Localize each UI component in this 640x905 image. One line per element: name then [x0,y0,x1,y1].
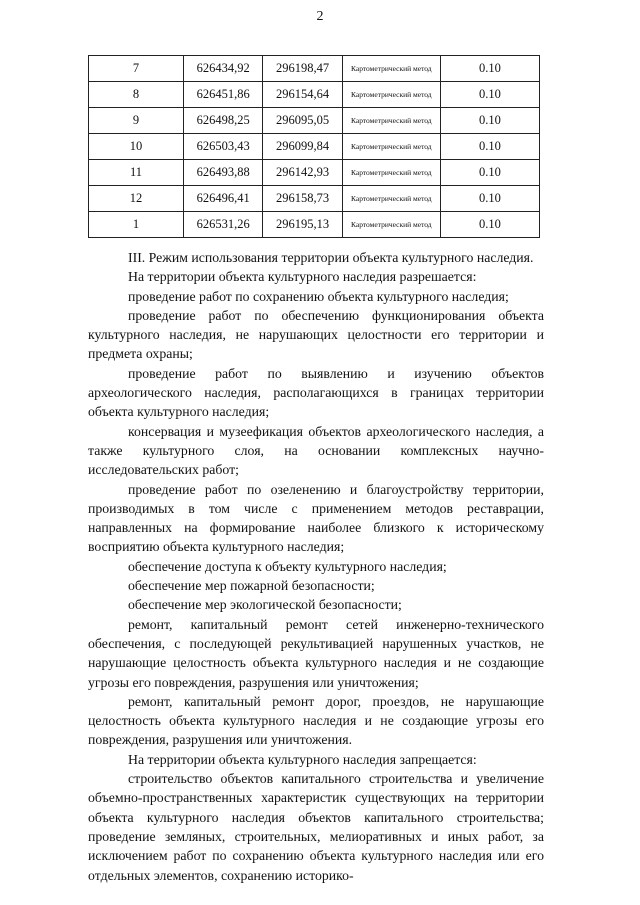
y-coordinate-cell: 296158,73 [263,186,342,212]
paragraph: проведение работ по озеленению и благоустройству территории, производимых в том числе с применением методов реставрации, направленных на формирование наиболее близкого к историческому восприятию объекта культурного наследия; [88,481,544,555]
paragraph: консервация и музеефикация объектов археологического наследия, а также культурного слоя, на основании комплексных научно-исследовательских работ; [88,423,544,478]
paragraph: На территории объекта культурного наследия разрешается: [128,269,477,285]
table-row [89,134,540,160]
error-cell: 0.10 [440,56,539,82]
point-number-cell: 8 [89,82,184,108]
regime-text [88,248,544,885]
error-cell: 0.10 [440,186,539,212]
error-cell: 0.10 [440,160,539,186]
method-cell: Картометрический метод [342,186,440,212]
point-number-cell: 7 [89,56,184,82]
table-row [89,186,540,212]
error-cell: 0.10 [440,134,539,160]
paragraph: обеспечение мер экологической безопасности; [128,597,402,613]
y-coordinate-cell: 296099,84 [263,134,342,160]
x-coordinate-cell: 626531,26 [184,212,263,238]
paragraph: строительство объектов капитального строительства и увеличение объемно-пространственных характеристик существующих на территории объекта культурного наследия объектов капитального строительства; проведение земляных, строительных, мелиоративных и иных работ, за исключением работ по сохранению объекта культурного наследия или его отдельных элементов, сохранению историко- [88,771,544,883]
point-number-cell: 9 [89,108,184,134]
paragraph: проведение работ по сохранению объекта культурного наследия; [128,288,509,304]
error-cell: 0.10 [440,212,539,238]
paragraph: обеспечение мер пожарной безопасности; [128,578,375,594]
coordinates-table [88,55,540,238]
error-cell: 0.10 [440,82,539,108]
paragraph: На территории объекта культурного наследия запрещается: [128,751,477,767]
y-coordinate-cell: 296154,64 [263,82,342,108]
table-row [89,56,540,82]
method-cell: Картометрический метод [342,56,440,82]
x-coordinate-cell: 626451,86 [184,82,263,108]
paragraph: проведение работ по выявлению и изучению объектов археологического наследия, располагающихся в границах территории объекта культурного наследия; [88,365,544,420]
x-coordinate-cell: 626434,92 [184,56,263,82]
table-row [89,82,540,108]
section-heading: III. Режим использования территории объекта культурного наследия. [128,250,534,265]
page-number: 2 [316,9,324,24]
y-coordinate-cell: 296095,05 [263,108,342,134]
method-cell: Картометрический метод [342,212,440,238]
table-row [89,212,540,238]
y-coordinate-cell: 296142,93 [263,160,342,186]
table-row [89,160,540,186]
method-cell: Картометрический метод [342,82,440,108]
x-coordinate-cell: 626498,25 [184,108,263,134]
y-coordinate-cell: 296198,47 [263,56,342,82]
x-coordinate-cell: 626503,43 [184,134,263,160]
method-cell: Картометрический метод [342,108,440,134]
paragraph: ремонт, капитальный ремонт сетей инженерно-технического обеспечения, с последующей рекультивацией нарушенных участков, не нарушающие целостность объекта культурного наследия и не создающие угрозы его повреждения, разрушения или уничтожения; [88,616,544,690]
table-row [89,108,540,134]
x-coordinate-cell: 626496,41 [184,186,263,212]
method-cell: Картометрический метод [342,160,440,186]
point-number-cell: 1 [89,212,184,238]
point-number-cell: 12 [89,186,184,212]
paragraph: обеспечение доступа к объекту культурного наследия; [128,558,447,574]
point-number-cell: 11 [89,160,184,186]
method-cell: Картометрический метод [342,134,440,160]
y-coordinate-cell: 296195,13 [263,212,342,238]
point-number-cell: 10 [89,134,184,160]
paragraph: проведение работ по обеспечению функционирования объекта культурного наследия, не нарушающих целостности его территории и предмета охраны; [88,307,544,362]
paragraph: ремонт, капитальный ремонт дорог, проездов, не нарушающие целостность объекта культурного наследия и не создающие угрозы его повреждения, разрушения или уничтожения. [88,693,544,748]
error-cell: 0.10 [440,108,539,134]
x-coordinate-cell: 626493,88 [184,160,263,186]
